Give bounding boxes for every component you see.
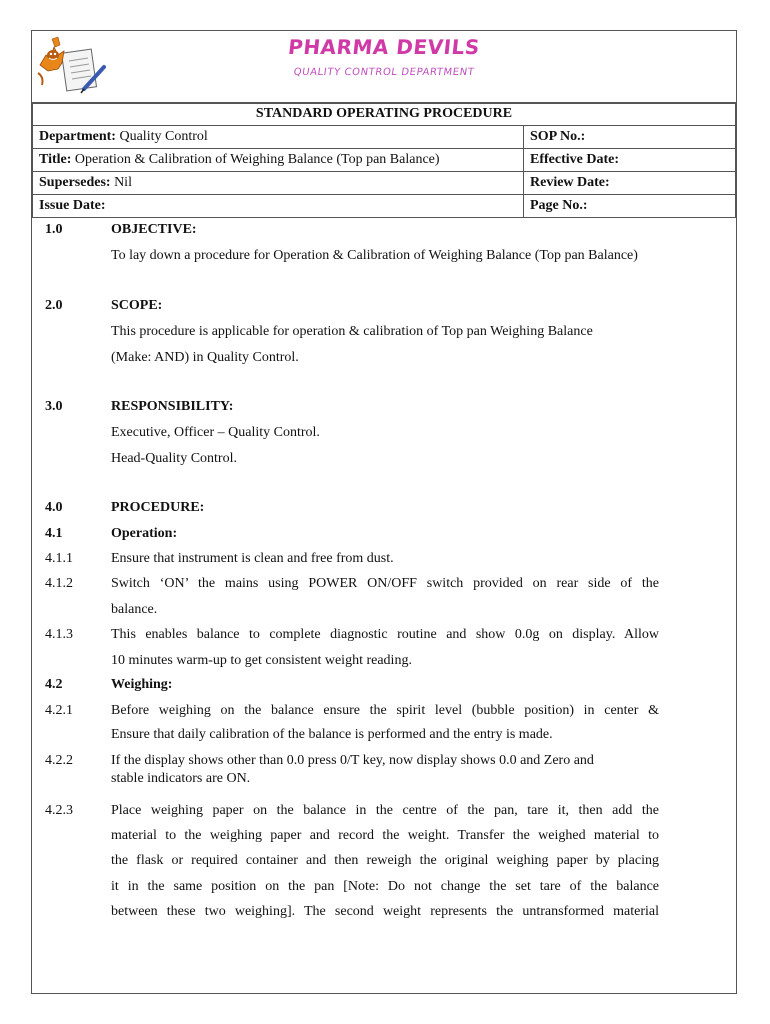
section-number: 4.2 xyxy=(45,677,63,692)
step-number: 4.2.3 xyxy=(45,803,73,818)
table-row xyxy=(33,149,736,172)
section-number: 4.0 xyxy=(45,500,63,515)
field-label: Issue Date: xyxy=(39,198,106,213)
field-label: Effective Date: xyxy=(530,152,620,167)
step-text: it in the same position on the pan [Note: Do not change the set tare of the balance xyxy=(111,879,659,894)
step-text: Before weighing on the balance ensure the spirit level (bubble position) in center & xyxy=(111,703,659,718)
step-number: 4.1.1 xyxy=(45,551,73,566)
field-value: Operation & Calibration of Weighing Balance (Top pan Balance) xyxy=(71,152,440,167)
section-heading: RESPONSIBILITY: xyxy=(111,399,234,414)
step-text: Ensure that instrument is clean and free from dust. xyxy=(111,551,394,566)
step-text: 10 minutes warm-up to get consistent weight reading. xyxy=(111,653,412,668)
department-subtitle: QUALITY CONTROL DEPARTMENT xyxy=(292,67,476,78)
field-label: Review Date: xyxy=(530,175,610,190)
scope-text: This procedure is applicable for operation & calibration of Top pan Weighing Balance xyxy=(111,324,593,339)
field-label: Page No.: xyxy=(530,198,588,213)
field-label: SOP No.: xyxy=(530,129,586,144)
step-text: If the display shows other than 0.0 press 0/T key, now display shows 0.0 and Zero and xyxy=(111,753,594,768)
objective-text: To lay down a procedure for Operation & Calibration of Weighing Balance (Top pan Balance) xyxy=(111,248,638,263)
section-heading: Operation: xyxy=(111,526,178,541)
step-text: Ensure that daily calibration of the balance is performed and the entry is made. xyxy=(111,727,553,742)
letterhead xyxy=(32,31,736,103)
scope-text: (Make: AND) in Quality Control. xyxy=(111,350,299,365)
field-label: Department: xyxy=(39,129,116,144)
section-number: 4.1 xyxy=(45,526,63,541)
step-number: 4.2.2 xyxy=(45,753,73,768)
field-value: Nil xyxy=(110,175,132,190)
field-value: Quality Control xyxy=(115,129,208,144)
sop-page xyxy=(31,30,737,994)
section-heading: OBJECTIVE: xyxy=(111,222,197,237)
section-number: 3.0 xyxy=(45,399,63,414)
step-number: 4.1.3 xyxy=(45,627,73,642)
responsibility-text: Head-Quality Control. xyxy=(111,451,237,466)
step-text: balance. xyxy=(111,602,158,617)
section-heading: Weighing: xyxy=(111,677,173,692)
table-row xyxy=(33,195,736,218)
step-text: stable indicators are ON. xyxy=(111,771,251,786)
table-row xyxy=(33,172,736,195)
step-text: Place weighing paper on the balance in the centre of the pan, tare it, then add the xyxy=(111,803,659,818)
step-number: 4.2.1 xyxy=(45,703,73,718)
table-row xyxy=(33,126,736,149)
section-heading: PROCEDURE: xyxy=(111,500,205,515)
section-number: 1.0 xyxy=(45,222,63,237)
step-text: material to the weighing paper and record the weight. Transfer the weighed material to xyxy=(111,828,659,843)
sop-header-table xyxy=(32,103,736,218)
field-label: Title: xyxy=(39,152,72,167)
step-text: between these two weighing]. The second weight represents the untransformed material xyxy=(111,904,659,919)
step-text: This enables balance to complete diagnostic routine and show 0.0g on display. Allow xyxy=(111,627,659,642)
section-number: 2.0 xyxy=(45,298,63,313)
sop-title: STANDARD OPERATING PROCEDURE xyxy=(33,104,736,126)
step-text: Switch ‘ON’ the mains using POWER ON/OFF switch provided on rear side of the xyxy=(111,576,659,591)
step-number: 4.1.2 xyxy=(45,576,73,591)
section-heading: SCOPE: xyxy=(111,298,163,313)
brand-name: PHARMA DEVILS xyxy=(287,35,481,59)
step-text: the flask or required container and then reweigh the original weighing paper by placing xyxy=(111,853,659,868)
responsibility-text: Executive, Officer – Quality Control. xyxy=(111,425,320,440)
field-label: Supersedes: xyxy=(39,175,111,190)
